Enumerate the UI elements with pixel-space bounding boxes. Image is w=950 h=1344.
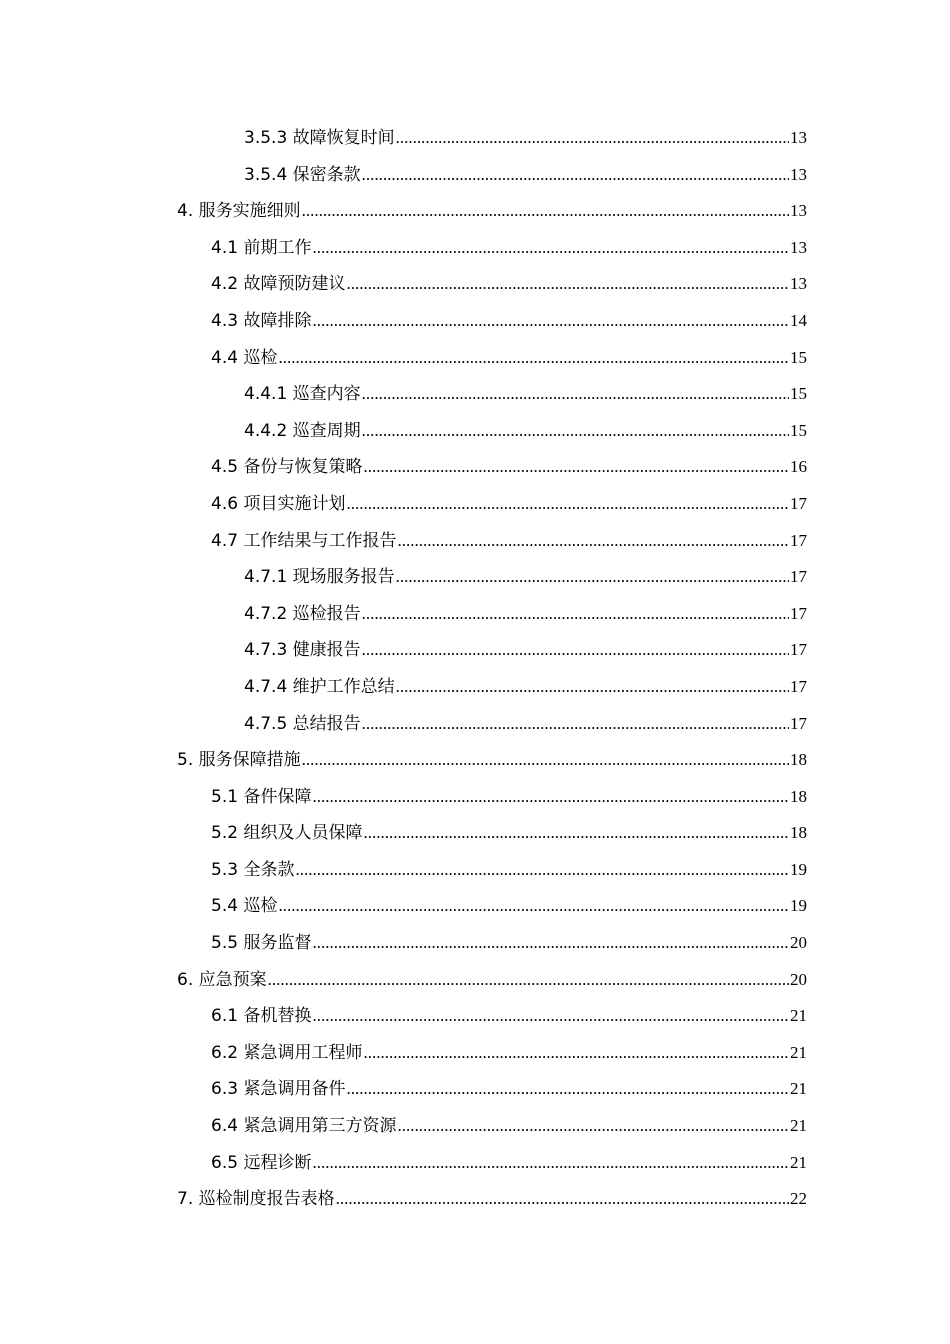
toc-dot-leader: [362, 706, 789, 743]
toc-entry-label: [211, 266, 345, 303]
toc-entry-label: [211, 449, 362, 486]
toc-dot-leader: [363, 815, 789, 852]
toc-dot-leader: [312, 1145, 789, 1182]
toc-entry-label: [177, 962, 267, 999]
toc-entry-title: 保密条款: [292, 164, 361, 185]
toc-entry-label: [177, 1181, 335, 1218]
toc-entry-page-number: 18: [790, 750, 807, 770]
toc-entry-number: 6.4: [211, 1116, 239, 1137]
toc-entry-title: 巡查周期: [292, 420, 361, 441]
toc-entry-title: 服务监督: [243, 933, 312, 954]
toc-entry-label: [211, 1108, 396, 1145]
toc-entry[interactable]: [0, 120, 950, 157]
toc-entry-number: 3.5.4: [244, 164, 288, 185]
toc-entry[interactable]: [0, 998, 950, 1035]
toc-dot-leader: [397, 523, 789, 560]
toc-entry[interactable]: [0, 157, 950, 194]
toc-entry-label: [177, 742, 301, 779]
toc-entry-page-number: 17: [790, 493, 807, 513]
toc-entry-title: 紧急调用备件: [243, 1079, 346, 1100]
toc-entry-label: [211, 852, 294, 889]
toc-entry-page-number: 21: [790, 1152, 807, 1172]
toc-dot-leader: [312, 925, 789, 962]
toc-entry[interactable]: [0, 413, 950, 450]
toc-entry-label: [211, 888, 277, 925]
toc-entry-page-number: 17: [790, 713, 807, 733]
toc-entry-page-number: 15: [790, 347, 807, 367]
toc-entry-number: 5.3: [211, 859, 239, 880]
toc-entry-label: [177, 193, 301, 230]
toc-entry[interactable]: [0, 925, 950, 962]
toc-entry-page-number: 13: [790, 274, 807, 294]
toc-entry-number: 6.5: [211, 1152, 239, 1173]
toc-dot-leader: [312, 779, 789, 816]
toc-entry-title: 巡检: [243, 896, 278, 917]
toc-entry[interactable]: [0, 266, 950, 303]
toc-entry[interactable]: [0, 1181, 950, 1218]
toc-entry-title: 备份与恢复策略: [243, 457, 363, 478]
toc-entry-label: [211, 998, 311, 1035]
toc-entry-label: [211, 340, 277, 377]
toc-entry-page-number: 13: [790, 128, 807, 147]
toc-entry-title: 前期工作: [243, 237, 312, 258]
toc-entry[interactable]: [0, 632, 950, 669]
toc-entry-page-number: 20: [790, 969, 807, 989]
toc-entry[interactable]: [0, 1145, 950, 1182]
toc-dot-leader: [362, 632, 789, 669]
toc-entry-number: 6.: [177, 969, 194, 990]
toc-entry[interactable]: [0, 376, 950, 413]
toc-entry-number: 5.2: [211, 823, 239, 844]
toc-dot-leader: [268, 962, 789, 999]
toc-entry[interactable]: [0, 449, 950, 486]
toc-entry-title: 项目实施计划: [243, 493, 346, 514]
toc-entry-label: [211, 815, 362, 852]
toc-entry[interactable]: [0, 1035, 950, 1072]
toc-dot-leader: [362, 596, 789, 633]
toc-entry-number: 4.7.3: [244, 640, 288, 661]
toc-entry-label: [211, 523, 396, 560]
toc-entry-title: 服务保障措施: [198, 750, 301, 771]
toc-entry-title: 远程诊断: [243, 1152, 312, 1173]
toc-entry[interactable]: [0, 742, 950, 779]
toc-entry-label: [211, 230, 311, 267]
toc-entry-label: [244, 632, 361, 669]
toc-entry-label: [244, 376, 361, 413]
toc-entry-label: [244, 413, 361, 450]
toc-entry[interactable]: [0, 559, 950, 596]
toc-entry-page-number: 13: [790, 201, 807, 221]
toc-entry-page-number: 19: [790, 859, 807, 879]
toc-dot-leader: [312, 303, 789, 340]
toc-entry-number: 4.7.4: [244, 676, 288, 697]
toc-entry-page-number: 19: [790, 896, 807, 916]
toc-entry-number: 7.: [177, 1189, 194, 1210]
toc-entry-label: [211, 1035, 362, 1072]
toc-dot-leader: [278, 888, 789, 925]
toc-entry-title: 备件保障: [243, 786, 312, 807]
toc-entry-page-number: 17: [790, 567, 807, 587]
toc-dot-leader: [396, 120, 789, 157]
toc-entry[interactable]: [0, 1108, 950, 1145]
toc-entry-number: 5.5: [211, 933, 239, 954]
toc-entry-title: 维护工作总结: [292, 676, 395, 697]
toc-entry-number: 4.3: [211, 310, 239, 331]
toc-entry-number: 4.7.2: [244, 603, 288, 624]
toc-entry[interactable]: [0, 962, 950, 999]
toc-entry-page-number: 20: [790, 933, 807, 953]
toc-dot-leader: [396, 669, 789, 706]
toc-entry[interactable]: [0, 815, 950, 852]
toc-dot-leader: [363, 449, 789, 486]
toc-entry-number: 4.4.2: [244, 420, 288, 441]
toc-entry-page-number: 17: [790, 603, 807, 623]
toc-entry-page-number: 21: [790, 1042, 807, 1062]
toc-entry-page-number: 15: [790, 384, 807, 404]
toc-entry-number: 3.5.3: [244, 128, 288, 148]
toc-entry-number: 4.6: [211, 493, 239, 514]
toc-entry-title: 全条款: [243, 859, 295, 880]
toc-entry-number: 6.2: [211, 1042, 239, 1063]
toc-entry-number: 5.4: [211, 896, 239, 917]
toc-entry-title: 总结报告: [292, 713, 361, 734]
toc-entry[interactable]: [0, 193, 950, 230]
toc-entry[interactable]: [0, 1071, 950, 1108]
toc-entry-label: [244, 559, 395, 596]
toc-dot-leader: [302, 742, 789, 779]
toc-entry-title: 故障预防建议: [243, 274, 346, 295]
toc-entry-number: 4.7: [211, 530, 239, 551]
toc-entry-label: [244, 706, 361, 743]
toc-entry-number: 4.7.1: [244, 567, 288, 588]
toc-entry[interactable]: [0, 779, 950, 816]
toc-dot-leader: [362, 376, 789, 413]
toc-entry-label: [244, 669, 395, 706]
toc-entry-title: 巡检制度报告表格: [198, 1189, 335, 1210]
toc-entry-label: [244, 596, 361, 633]
toc-entry-label: [211, 486, 345, 523]
toc-entry-title: 应急预案: [198, 969, 267, 990]
toc-dot-leader: [346, 1071, 789, 1108]
toc-entry-title: 健康报告: [292, 640, 361, 661]
toc-entry[interactable]: [0, 230, 950, 267]
toc-entry-title: 故障恢复时间: [292, 128, 395, 148]
toc-entry-page-number: 13: [790, 237, 807, 257]
toc-entry-number: 4.4.1: [244, 384, 288, 405]
toc-entry-label: [244, 157, 361, 194]
toc-entry-title: 组织及人员保障: [243, 823, 363, 844]
toc-dot-leader: [346, 486, 789, 523]
toc-entry-number: 6.1: [211, 1006, 239, 1027]
toc-entry[interactable]: [0, 888, 950, 925]
toc-dot-leader: [312, 230, 789, 267]
toc-entry-number: 4.: [177, 201, 194, 222]
toc-entry-page-number: 18: [790, 786, 807, 806]
toc-entry-number: 4.5: [211, 457, 239, 478]
toc-dot-leader: [312, 998, 789, 1035]
toc-entry-title: 巡查内容: [292, 384, 361, 405]
toc-entry-page-number: 17: [790, 530, 807, 550]
toc-entry[interactable]: [0, 303, 950, 340]
toc-entry-number: 4.7.5: [244, 713, 288, 734]
toc-entry-page-number: 21: [790, 1079, 807, 1099]
toc-entry-title: 巡检: [243, 347, 278, 368]
toc-entry-number: 4.1: [211, 237, 239, 258]
toc-entry-title: 故障排除: [243, 310, 312, 331]
toc-entry-label: [211, 303, 311, 340]
toc-entry-page-number: 17: [790, 676, 807, 696]
table-of-contents: [0, 120, 950, 1218]
toc-entry-label: [211, 779, 311, 816]
toc-entry[interactable]: [0, 852, 950, 889]
toc-dot-leader: [278, 340, 789, 377]
toc-entry[interactable]: [0, 486, 950, 523]
toc-entry[interactable]: [0, 706, 950, 743]
toc-entry-page-number: 13: [790, 164, 807, 184]
toc-entry-page-number: 22: [790, 1189, 807, 1209]
toc-entry-title: 工作结果与工作报告: [243, 530, 397, 551]
toc-entry-page-number: 16: [790, 457, 807, 477]
toc-entry-title: 现场服务报告: [292, 567, 395, 588]
toc-dot-leader: [336, 1181, 789, 1218]
toc-dot-leader: [397, 1108, 789, 1145]
toc-entry-page-number: 18: [790, 823, 807, 843]
toc-dot-leader: [302, 193, 789, 230]
toc-entry-title: 巡检报告: [292, 603, 361, 624]
toc-entry-label: [244, 120, 395, 157]
toc-dot-leader: [363, 1035, 789, 1072]
toc-entry[interactable]: [0, 596, 950, 633]
toc-entry-page-number: 21: [790, 1006, 807, 1026]
toc-entry[interactable]: [0, 669, 950, 706]
toc-entry-number: 6.3: [211, 1079, 239, 1100]
toc-entry-label: [211, 1145, 311, 1182]
toc-entry-title: 备机替换: [243, 1006, 312, 1027]
toc-dot-leader: [295, 852, 789, 889]
toc-entry-label: [211, 1071, 345, 1108]
toc-entry-page-number: 21: [790, 1116, 807, 1136]
toc-entry[interactable]: [0, 340, 950, 377]
toc-dot-leader: [396, 559, 789, 596]
toc-entry-page-number: 14: [790, 310, 807, 330]
toc-entry-number: 4.2: [211, 274, 239, 295]
toc-entry-number: 4.4: [211, 347, 239, 368]
toc-dot-leader: [362, 413, 789, 450]
toc-entry-title: 服务实施细则: [198, 201, 301, 222]
toc-entry-number: 5.: [177, 750, 194, 771]
toc-entry-number: 5.1: [211, 786, 239, 807]
toc-entry-page-number: 15: [790, 420, 807, 440]
toc-entry-label: [211, 925, 311, 962]
toc-entry-title: 紧急调用第三方资源: [243, 1116, 397, 1137]
toc-dot-leader: [362, 157, 789, 194]
toc-entry-title: 紧急调用工程师: [243, 1042, 363, 1063]
toc-entry[interactable]: [0, 523, 950, 560]
toc-dot-leader: [346, 266, 789, 303]
toc-entry-page-number: 17: [790, 640, 807, 660]
